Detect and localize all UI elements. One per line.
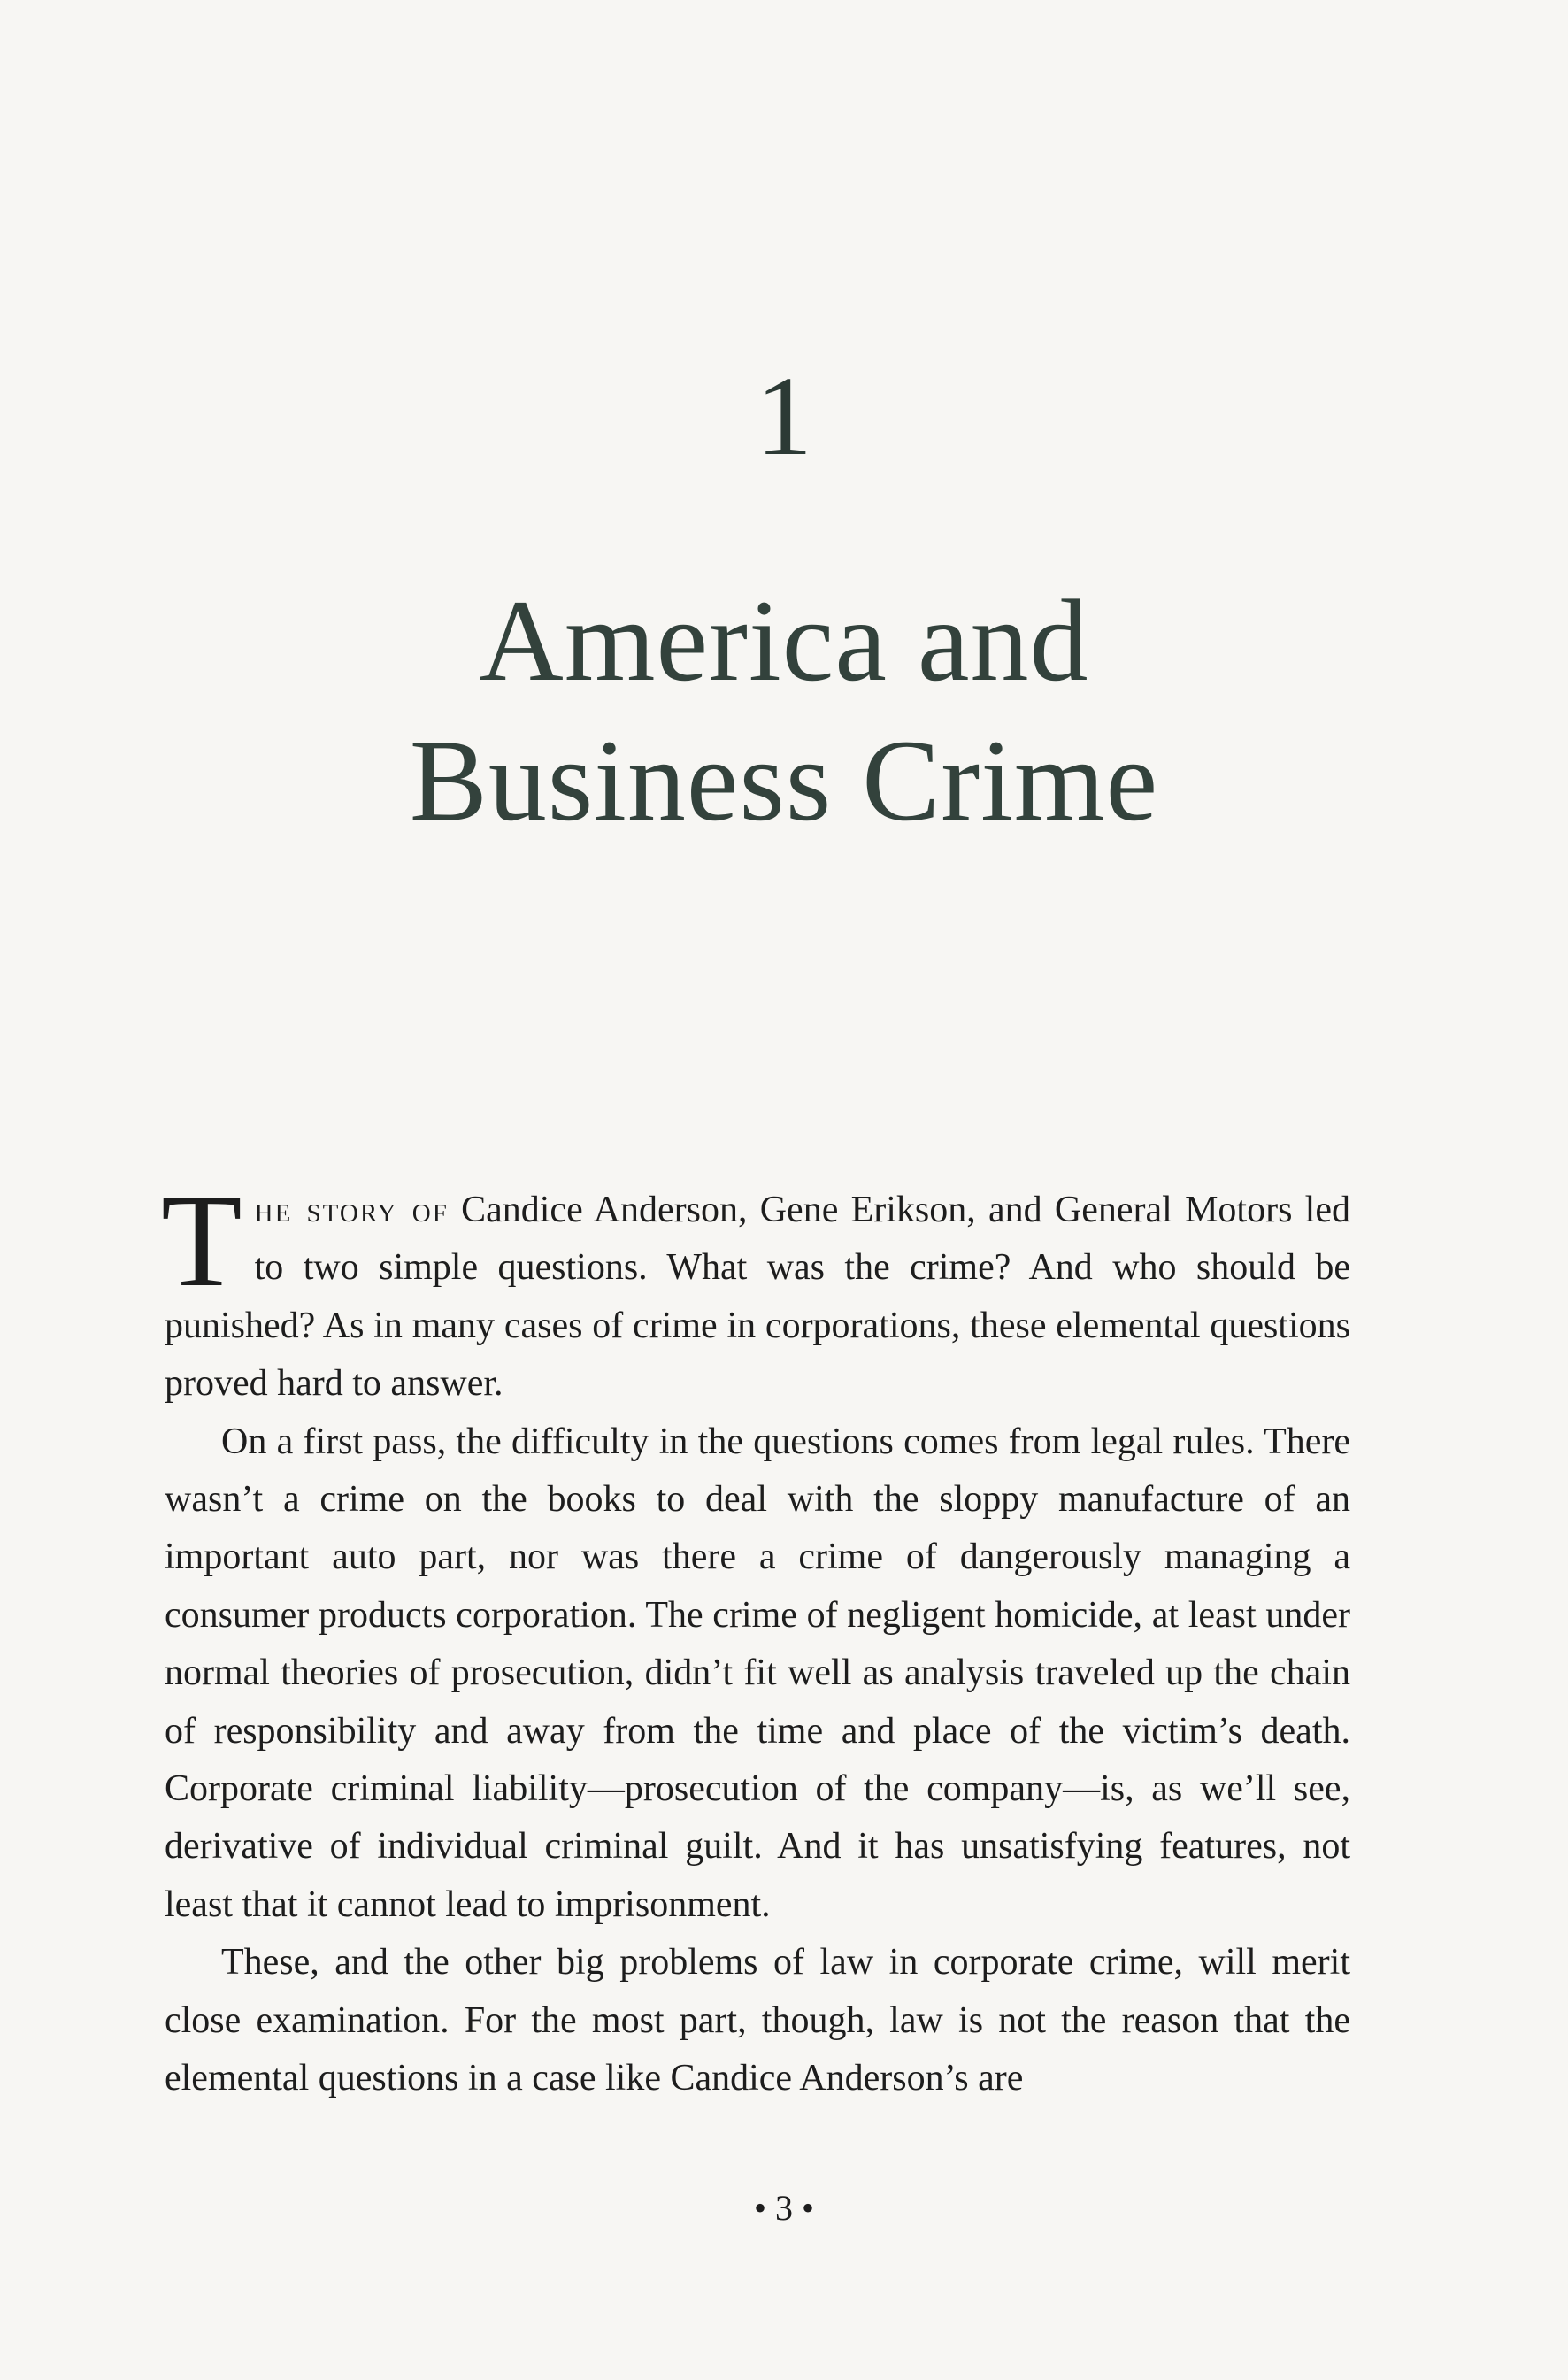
chapter-title: [0, 571, 1568, 851]
page-number: • 3 •: [753, 2188, 814, 2228]
paragraph-1-text: Candice Anderson, Gene Erikson, and General Motors led to two simple questions. What was the crime? And who should be punished? As in many cases of crime in corporations, these elemental questions proved hard to answer.: [165, 1190, 1350, 1405]
chapter-title-line-2: Business Crime: [409, 715, 1159, 845]
opening-small-caps: he story of: [254, 1190, 449, 1230]
paragraph-1: [161, 1167, 1350, 1413]
paragraph-3: These, and the other big problems of law in corporate crime, will merit close examination. For the most part, though, law is not the reason that the elemental questions in a case like Candice Anderson’s are: [165, 1942, 1350, 2099]
body-text: [161, 1167, 1350, 2108]
drop-cap: T: [161, 1167, 242, 1314]
chapter-title-line-1: America and: [479, 575, 1089, 705]
chapter-number: 1: [756, 353, 812, 479]
paragraph-2: On a first pass, the difficulty in the questions comes from legal rules. There wasn’t a crime on the books to deal with the sloppy manufacture of an important auto part, nor was there a crime of dangerously managing a consumer products corporation. The crime of negligent homicide, at least under normal theories of prosecution, didn’t fit well as analysis traveled up the chain of responsibility and away from the time and place of the victim’s death. Corporate criminal liability—prosecution of the company—is, as we’ll see, derivative of individual criminal guilt. And it has unsatisfying features, not least that it cannot lead to imprisonment.: [165, 1421, 1350, 1925]
